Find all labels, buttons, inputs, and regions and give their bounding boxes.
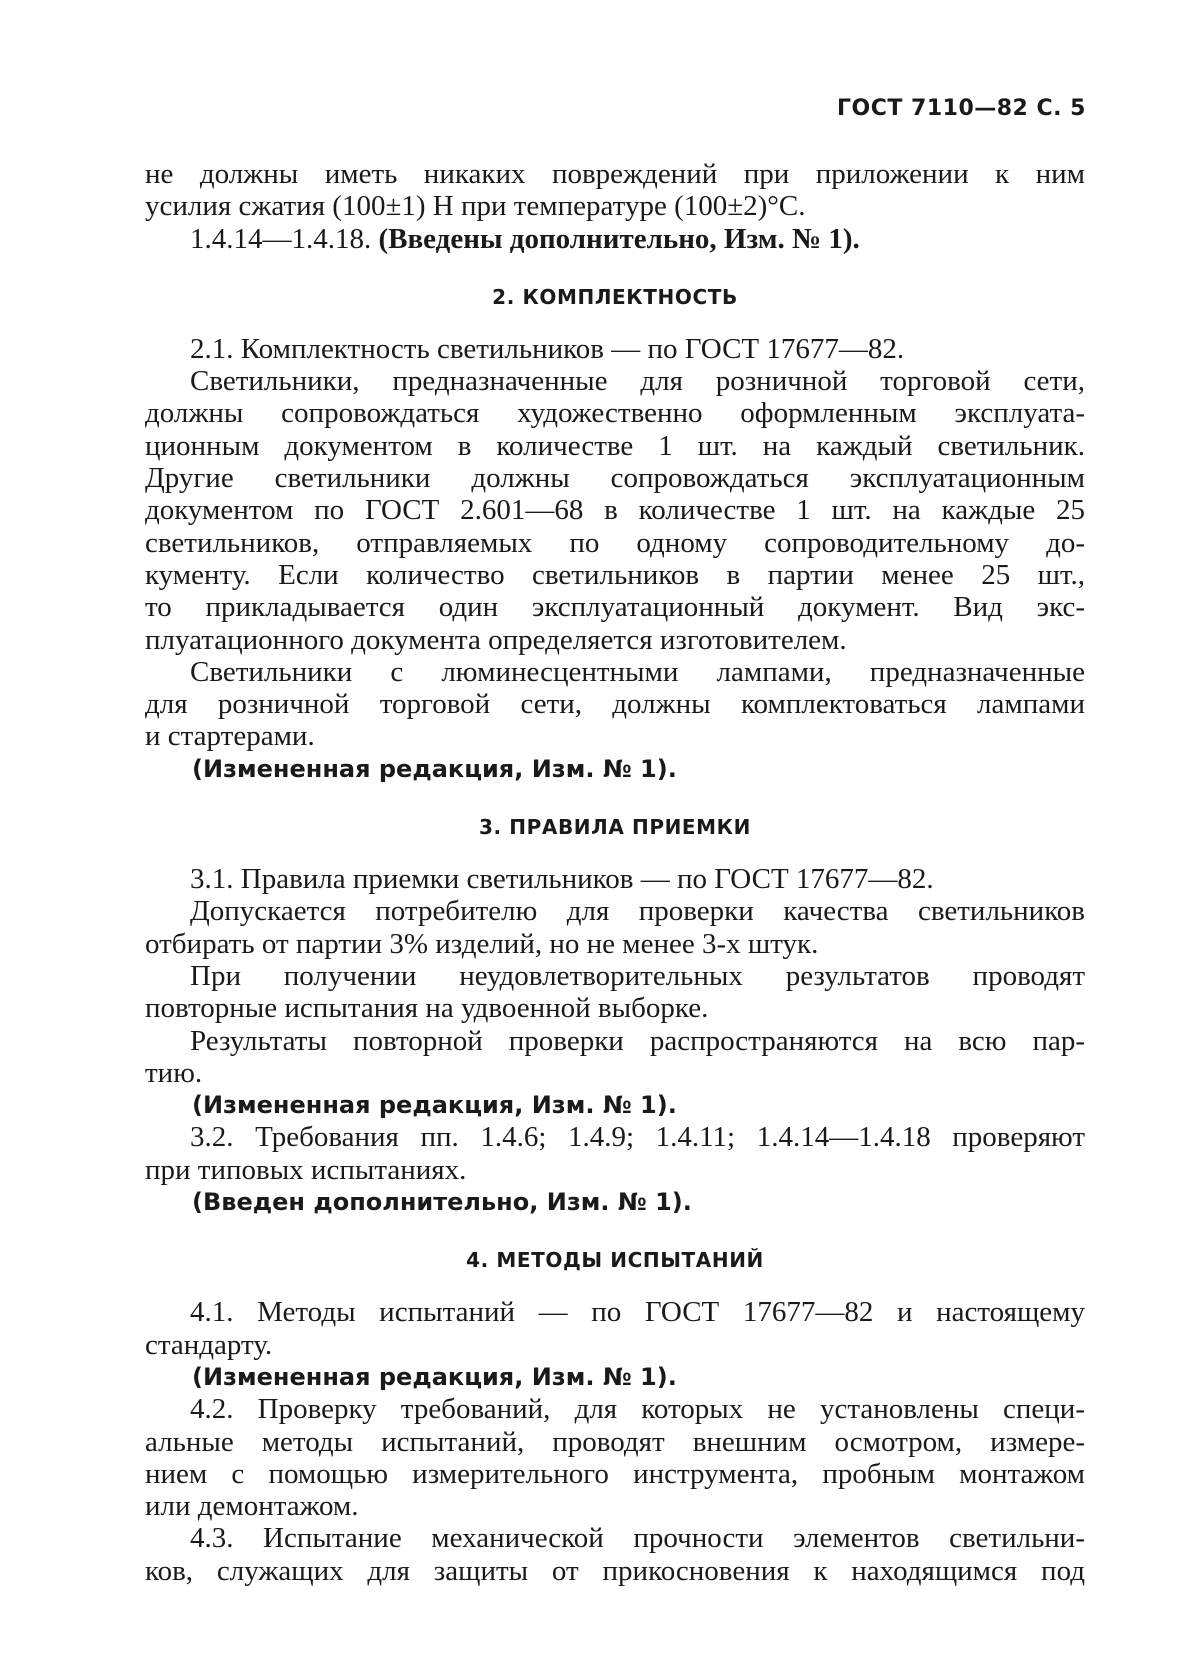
text-line: Светильники с люминесцентными лампами, предназначенные <box>190 655 1085 688</box>
amendment-note: (Введен дополнительно, Изм. № 1). <box>192 1188 692 1217</box>
text-line: должны сопровождаться художественно оформленным эксплуата- <box>145 397 1085 430</box>
text-line: стандарту. <box>145 1328 273 1361</box>
text-line: Результаты повторной проверки распространяются на всю пар- <box>190 1024 1085 1057</box>
amendment-note: (Измененная редакция, Изм. № 1). <box>192 1091 677 1120</box>
text-line: или демонтажом. <box>145 1490 359 1523</box>
text-line: не должны иметь никаких повреждений при приложении к ним <box>145 158 1085 190</box>
clause-ref: 1.4.14—1.4.18. <box>190 222 372 255</box>
clause-line: 2.1. Комплектность светильников — по ГОСТ 17677—82. <box>190 332 905 365</box>
amendment-note: (Измененная редакция, Изм. № 1). <box>192 1362 677 1391</box>
text-line: ционным документом в количестве 1 шт. на каждый светильник. <box>145 429 1085 462</box>
spacer <box>145 843 1085 863</box>
text-line: нием с помощью измерительного инструмента, пробным монтажом <box>145 1457 1085 1490</box>
text-line: При получении неудовлетворительных результатов проводят <box>190 959 1085 992</box>
running-head: ГОСТ 7110—82 С. 5 <box>836 96 1086 121</box>
text-line: повторные испытания на удвоенной выборке. <box>145 992 709 1025</box>
text-line: Другие светильники должны сопровождаться эксплуатационным <box>145 462 1085 495</box>
spacer <box>145 255 1085 281</box>
spacer <box>145 1218 1085 1244</box>
section-heading: 2. КОМПЛЕКТНОСТЬ <box>492 284 738 309</box>
text-line: усилия сжатия (100±1) Н при температуре (100±2)°С. <box>145 190 806 223</box>
document-body <box>145 158 1085 1587</box>
spacer <box>145 1276 1085 1296</box>
amendment-note: (Измененная редакция, Изм. № 1). <box>192 754 677 783</box>
text-line: тию. <box>145 1056 203 1089</box>
text-line: документом по ГОСТ 2.601—68 в количестве 1 шт. на каждые 25 <box>145 494 1085 527</box>
amendment-note: (Введены дополнительно, Изм. № 1). <box>378 222 860 255</box>
text-line: кументу. Если количество светильников в партии менее 25 шт., <box>145 558 1085 591</box>
text-line: Допускается потребителю для проверки качества светильников <box>190 895 1085 928</box>
amendment-line <box>145 223 1085 255</box>
text-line: ков, служащих для защиты от прикосновения к находящимся под <box>145 1554 1085 1587</box>
section-heading: 4. МЕТОДЫ ИСПЫТАНИЙ <box>466 1248 764 1273</box>
clause-line: 4.2. Проверку требований, для которых не установлены специ- <box>190 1393 1085 1426</box>
text-line: то прикладывается один эксплуатационный документ. Вид экс- <box>145 591 1085 624</box>
clause-line: 3.1. Правила приемки светильников — по ГОСТ 17677—82. <box>190 863 934 896</box>
spacer <box>145 785 1085 811</box>
clause-line: 4.3. Испытание механической прочности элементов светильни- <box>190 1522 1085 1555</box>
text-line: для розничной торговой сети, должны комплектоваться лампами <box>145 688 1085 721</box>
spacer <box>145 313 1085 333</box>
text-line: при типовых испытаниях. <box>145 1153 467 1186</box>
text-line: плуатационного документа определяется изготовителем. <box>145 623 847 656</box>
text-line: и стартерами. <box>145 720 315 753</box>
text-line: отбирать от партии 3% изделий, но не менее 3-х штук. <box>145 927 819 960</box>
clause-line: 4.1. Методы испытаний — по ГОСТ 17677—82 и настоящему <box>190 1296 1085 1329</box>
text-line: Светильники, предназначенные для розничной торговой сети, <box>190 365 1085 398</box>
text-line: альные методы испытаний, проводят внешним осмотром, измере- <box>145 1425 1085 1458</box>
section-heading: 3. ПРАВИЛА ПРИЕМКИ <box>479 815 751 840</box>
clause-line: 3.2. Требования пп. 1.4.6; 1.4.9; 1.4.11; 1.4.14—1.4.18 проверяют <box>190 1121 1085 1154</box>
text-line: светильников, отправляемых по одному сопроводительному до- <box>145 526 1085 559</box>
